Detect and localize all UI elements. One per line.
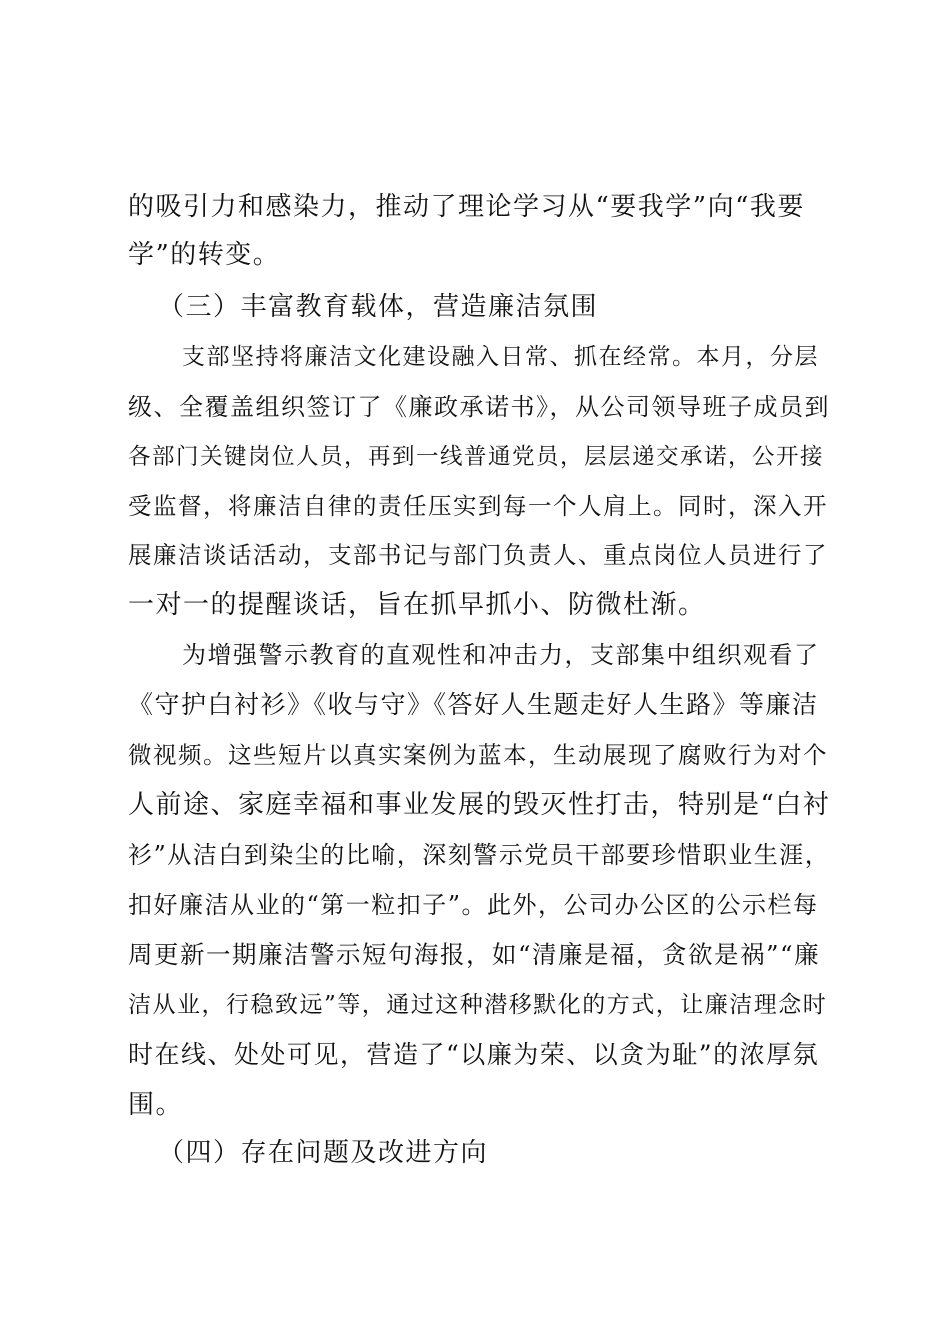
body-text-line: 衫”从洁白到染尘的比喻，深刻警示党员干部要珍惜职业生涯，	[128, 841, 831, 869]
body-text-line: 为增强警示教育的直观性和冲击力，支部集中组织观看了	[182, 641, 820, 669]
body-text-line: 扣好廉洁从业的“第一粒扣子”。此外，公司办公区的公示栏每	[128, 891, 819, 919]
body-text-line: 支部坚持将廉洁文化建设融入日常、抓在经常。本月，分层	[182, 344, 819, 370]
body-text-line: 洁从业，行稳致远”等，通过这种潜移默化的方式，让廉洁理念时	[128, 992, 828, 1018]
body-text-line: 一对一的提醒谈话，旨在抓早抓小、防微杜渐。	[128, 590, 706, 620]
body-text-line: 《守护白衬衫》《收与守》《答好人生题走好人生路》等廉洁	[128, 690, 819, 719]
body-text-line: 时在线、处处可见，营造了“以廉为荣、以贪为耻”的浓厚氛	[128, 1040, 820, 1069]
body-text-line: 人前途、家庭幸福和事业发展的毁灭性打击，特别是“白衬	[128, 790, 831, 820]
body-text-line: 受监督，将廉洁自律的责任压实到每一个人肩上。同时，深入开	[128, 492, 828, 520]
body-text-line: 学”的转变。	[128, 240, 281, 270]
body-text-line: 微视频。这些短片以真实案例为蓝本，生动展现了腐败行为对个	[128, 741, 828, 769]
body-text-line: 级、全覆盖组织签订了《廉政承诺书》，从公司领导班子成员到	[128, 393, 830, 421]
section-heading: （四）存在问题及改进方向	[158, 1138, 489, 1168]
body-text-line: 各部门关键岗位人员，再到一线普通党员，层层递交承诺，公开接	[128, 444, 825, 470]
body-text-line: 展廉洁谈话活动，支部书记与部门负责人、重点岗位人员进行了	[128, 541, 828, 569]
body-text-line: 的吸引力和感染力，推动了理论学习从“要我学”向“我要	[128, 192, 805, 222]
body-text-line: 周更新一期廉洁警示短句海报，如“清廉是福，贪欲是祸”“廉	[128, 940, 821, 969]
body-text-line: 围。	[128, 1090, 184, 1120]
section-heading: （三）丰富教育载体，营造廉洁氛围	[158, 292, 599, 322]
